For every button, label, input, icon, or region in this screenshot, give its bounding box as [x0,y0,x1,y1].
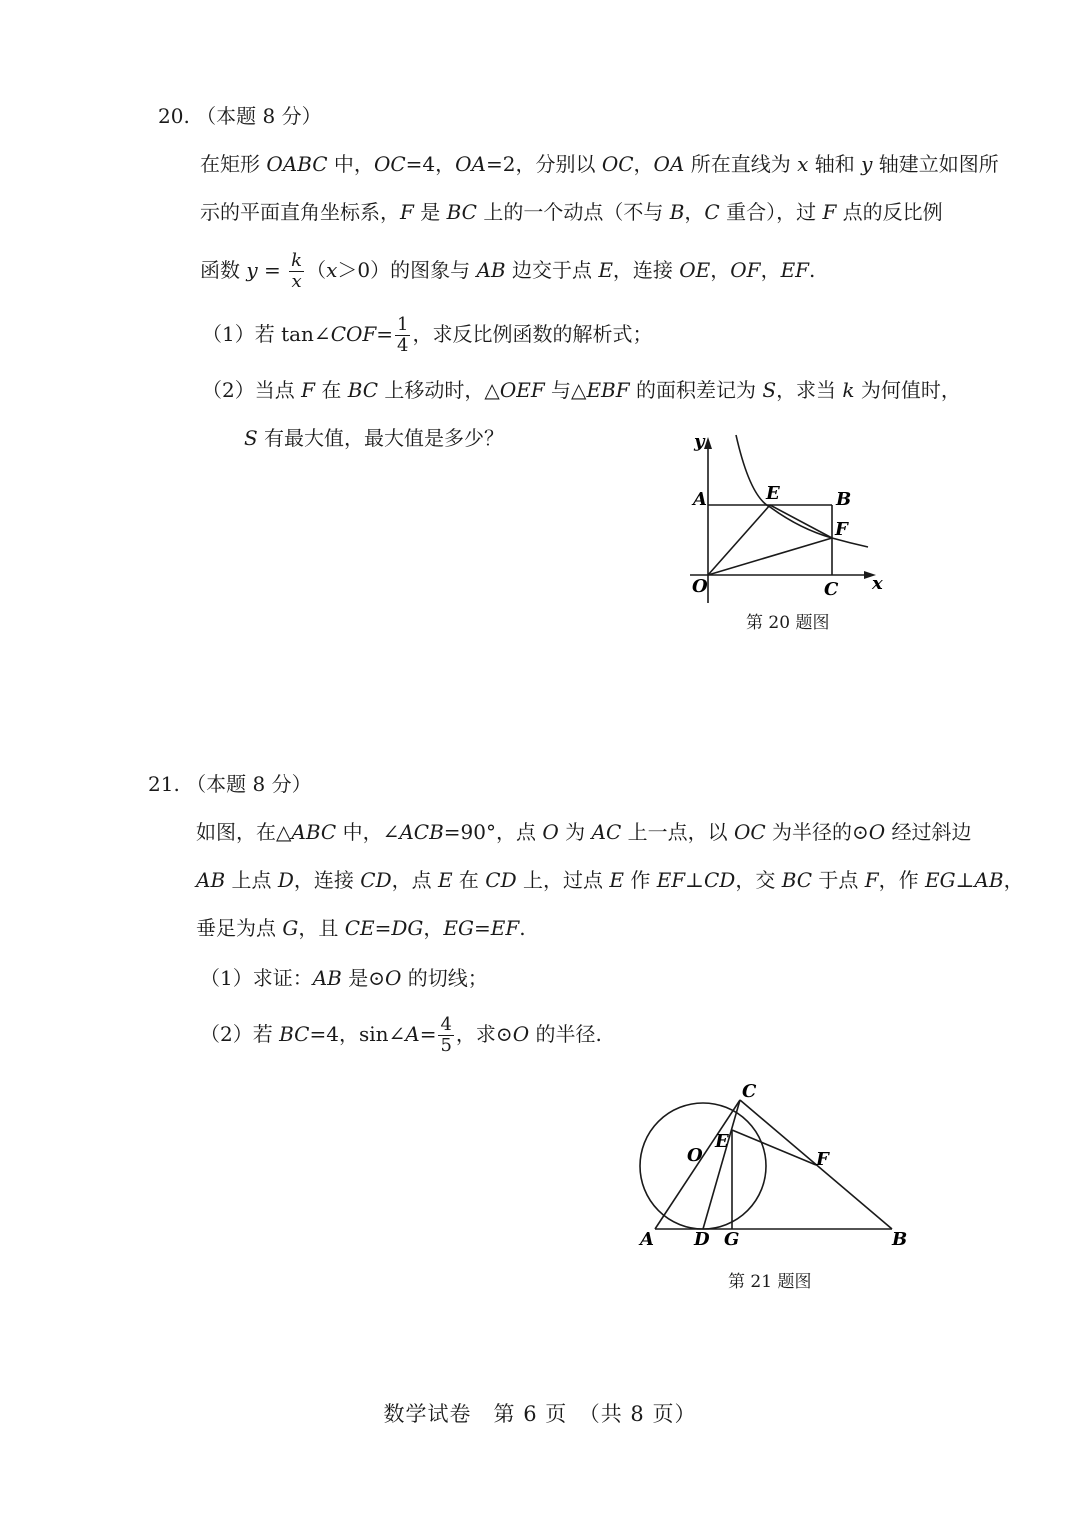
text: ，且 [298,916,345,940]
var: S [244,426,258,450]
text: 上的一个动点（不与 [476,200,670,224]
y-axis-arrow [704,437,712,449]
var: AB [312,966,342,990]
text: ，交 [735,868,782,892]
text: . [809,258,816,282]
text: 为何值时， [854,378,961,402]
var: OABC [266,152,328,176]
var: x [326,258,338,282]
text: 为半径的⊙ [765,820,869,844]
var: OF [730,258,761,282]
text: 经过斜边 [885,820,972,844]
text: （2）若 [200,1022,280,1046]
text: 中， [327,152,374,176]
label-x: x [872,573,883,594]
segment-OE [708,505,770,575]
var: O [512,1022,530,1046]
var: OEF [499,378,545,402]
text: 有最大值，最大值是多少？ [257,426,505,450]
text: 是⊙ [341,966,385,990]
text: 垂足为点 [196,916,283,940]
text: 与△ [544,378,587,402]
text: ，求⊙ [455,1022,513,1046]
text: ， [1003,868,1024,892]
text: 的面积差记为 [629,378,763,402]
var: EBF [586,378,630,402]
text: 轴建立如图所 [872,152,999,176]
var: DG [391,916,424,940]
var: G [282,916,299,940]
var: BC [781,868,813,892]
var: CD [703,868,736,892]
q20-header [158,102,322,130]
var: EF [780,258,810,282]
text: =2，分别以 [485,152,602,176]
q20-text-line-1 [200,150,999,178]
label-G: G [724,1229,740,1250]
circle-O [640,1103,766,1229]
text: ，求反比例函数的解析式； [412,322,653,346]
var: EF [490,916,520,940]
var: y [246,258,258,282]
var: EF [656,868,686,892]
q21-text-line-2 [196,866,1024,894]
text: 中，∠ [336,820,400,844]
fraction-denominator: 5 [440,1035,452,1056]
label-E: E [766,483,780,504]
var: AC [591,820,622,844]
q20-subquestion-1 [202,312,652,356]
text: 边交于点 [505,258,599,282]
var: k [842,378,855,402]
text: 是 [413,200,447,224]
label-A: A [693,489,707,510]
var: OC [601,152,634,176]
text: 的半径. [529,1022,602,1046]
q21-subquestion-1 [200,964,488,992]
text: （2）当点 [202,378,302,402]
text: 轴和 [808,152,862,176]
q20-text-line-2 [200,198,943,226]
label-O: O [692,576,708,597]
var: OC [733,820,766,844]
q20-number: 20. [158,104,190,128]
segment-EF [770,505,832,538]
var: E [609,868,624,892]
text: 的切线； [401,966,488,990]
var: x [797,152,809,176]
var: CD [360,868,392,892]
var: O [868,820,886,844]
var: EG [443,916,474,940]
label-F: F [835,519,848,540]
fraction-denominator: 4 [397,335,409,356]
var: D [277,868,294,892]
text: 函数 [200,258,247,282]
var: BC [446,200,477,224]
text: 为 [558,820,592,844]
text: 示的平面直角坐标系， [200,200,400,224]
q20-subquestion-2-cont [244,424,504,452]
var: E [437,868,453,892]
q21-text-line-1 [196,818,972,846]
q20-subquestion-2 [202,376,961,404]
text: （ [306,258,327,282]
label-B: B [892,1229,908,1250]
q20-text-line-3 [200,248,815,292]
var: F [301,378,315,402]
text: ，求当 [776,378,843,402]
segment-EF [732,1130,816,1165]
text: 上点 [225,868,278,892]
q21-points: （本题 8 分） [186,772,312,796]
text: ， [423,916,444,940]
var: F [822,200,837,224]
text: ⊥ [955,868,975,892]
var: CE [344,916,375,940]
fraction-four-fifths [438,1015,453,1056]
text: = [419,1022,437,1046]
q21-number: 21. [148,772,180,796]
text: 在 [452,868,486,892]
var: COF [330,322,377,346]
text: = [473,916,491,940]
var: O [385,966,402,990]
fraction-numerator: k [291,250,303,271]
q20-points: （本题 8 分） [196,104,322,128]
var: F [864,868,879,892]
text: . [519,916,526,940]
text: 如图，在△ [196,820,292,844]
segment-OF [708,538,832,575]
text: =4， [405,152,456,176]
var: F [400,200,414,224]
var: AB [196,868,226,892]
text: ＞0）的图象与 [337,258,477,282]
var: AB [476,258,506,282]
text: 点的反比例 [836,200,943,224]
page-footer: 数学试卷 第 6 页 （共 8 页） [383,1402,697,1426]
text: （1）若 tan∠ [202,322,331,346]
text: ， [710,258,731,282]
var: EG [925,868,956,892]
text: 上，过点 [516,868,610,892]
var: B [669,200,685,224]
var: BC [279,1022,310,1046]
var: BC [347,378,379,402]
fraction-numerator: 4 [440,1014,452,1035]
var: A [405,1022,420,1046]
text: ， [684,200,705,224]
text: ， [760,258,781,282]
var: O [542,820,559,844]
label-C: C [824,579,839,600]
q21-subquestion-2 [200,1012,602,1056]
label-F: F [816,1149,829,1170]
text: = [257,258,288,282]
q21-header [148,770,312,798]
label-E: E [715,1131,729,1152]
label-B: B [836,489,852,510]
text: ，连接 [293,868,361,892]
var: E [598,258,613,282]
q20-figure-caption: 第 20 题图 [746,613,830,633]
fraction-denominator: x [291,271,302,292]
label-C: C [742,1081,757,1102]
var: C [704,200,720,224]
var: AB [974,868,1004,892]
text: ，作 [878,868,926,892]
text: =4，sin∠ [309,1022,406,1046]
text: =90°，点 [443,820,543,844]
fraction-one-quarter [395,315,410,356]
text: 作 [623,868,657,892]
text: 在 [314,378,348,402]
var: OA [653,152,685,176]
text: 在矩形 [200,152,267,176]
text: （1）求证： [200,966,313,990]
label-O: O [687,1145,703,1166]
var: OC [373,152,406,176]
text: 所在直线为 [684,152,798,176]
text: ， [633,152,654,176]
q21-text-line-3 [196,914,526,942]
text: ，点 [391,868,438,892]
var: S [762,378,777,402]
var: OA [455,152,486,176]
text: 重合），过 [719,200,823,224]
text: = [374,916,392,940]
var: CD [485,868,517,892]
text: 上一点，以 [621,820,734,844]
text: 上移动时，△ [378,378,500,402]
var: y [861,152,873,176]
label-A: A [640,1229,654,1250]
fraction-numerator: 1 [397,314,409,335]
var: ACB [399,820,444,844]
q21-figure [630,1075,920,1255]
var: ABC [291,820,337,844]
segment-CD [703,1100,740,1229]
var: OE [679,258,711,282]
text: = [376,322,394,346]
text: ，连接 [612,258,680,282]
label-y: y [694,431,705,452]
text: 于点 [812,868,865,892]
fraction-k-over-x [289,251,304,292]
text: ⊥ [685,868,704,892]
label-D: D [694,1229,710,1250]
q20-figure [670,425,900,615]
q21-figure-caption: 第 21 题图 [728,1272,812,1292]
